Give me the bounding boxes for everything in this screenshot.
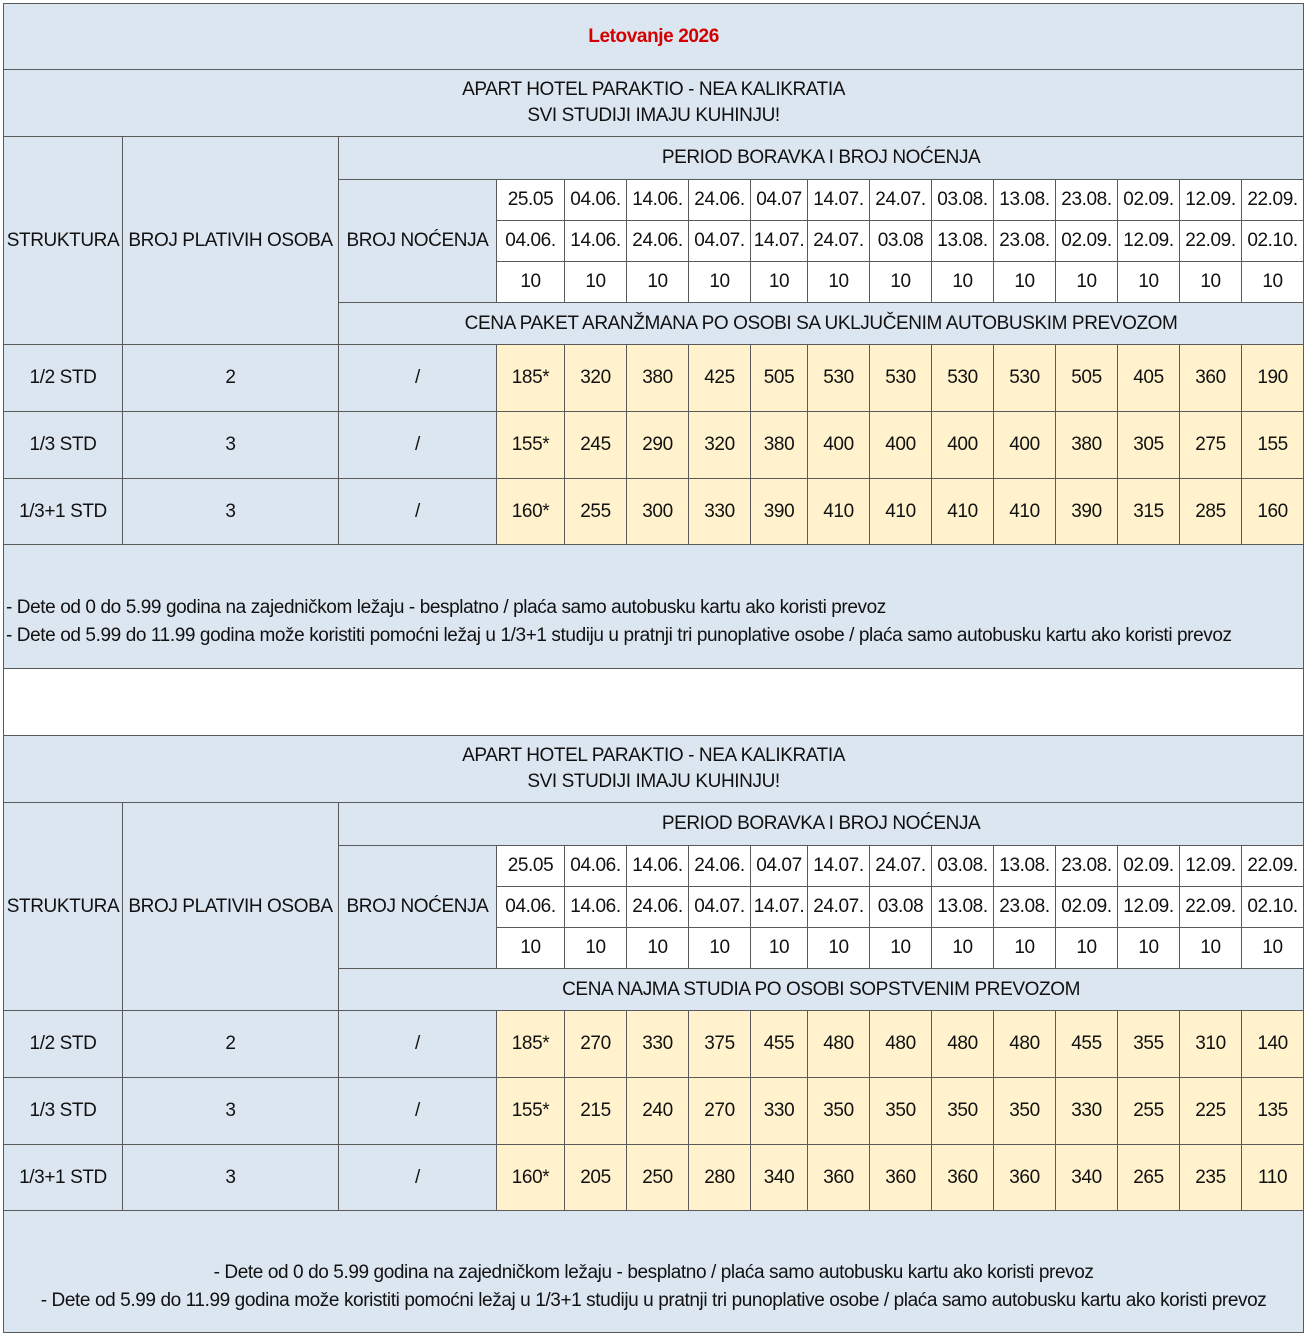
price-cell: 400 <box>932 412 994 479</box>
hotel-name: APART HOTEL PARAKTIO - NEA KALIKRATIA <box>462 79 846 100</box>
price-title-1: CENA PAKET ARANŽMANA PO OSOBI SA UKLJUČENIM AUTOBUSKIM PREVOZOM <box>339 303 1304 345</box>
period-to: 04.07. <box>689 887 751 928</box>
persons-cell: 2 <box>123 1011 339 1078</box>
price-cell: 315 <box>1118 479 1180 545</box>
price-cell: 530 <box>808 345 870 412</box>
price-cell: 250 <box>627 1145 689 1211</box>
nights-count: 10 <box>932 262 994 303</box>
nights-count: 10 <box>994 928 1056 969</box>
nights-cell: / <box>339 345 497 412</box>
price-cell: 375 <box>689 1011 751 1078</box>
period-to: 24.07. <box>808 887 870 928</box>
nights-count: 10 <box>627 262 689 303</box>
persons-cell: 2 <box>123 345 339 412</box>
price-cell: 255 <box>1118 1078 1180 1145</box>
period-from: 04.07 <box>751 180 808 221</box>
period-to: 23.08. <box>994 221 1056 262</box>
period-to: 23.08. <box>994 887 1056 928</box>
price-cell: 160 <box>1242 479 1304 545</box>
price-cell: 350 <box>808 1078 870 1145</box>
nights-count: 10 <box>565 262 627 303</box>
price-cell: 340 <box>1056 1145 1118 1211</box>
price-cell: 400 <box>808 412 870 479</box>
period-from: 04.06. <box>565 846 627 887</box>
period-to: 24.06. <box>627 221 689 262</box>
price-cell: 280 <box>689 1145 751 1211</box>
broj-osoba-header: BROJ PLATIVIH OSOBA <box>123 803 339 1011</box>
nights-count: 10 <box>870 262 932 303</box>
structure-cell: 1/3+1 STD <box>4 1145 123 1211</box>
table-row <box>4 345 1304 412</box>
price-cell: 350 <box>994 1078 1056 1145</box>
price-cell: 155* <box>497 412 565 479</box>
hotel-name: APART HOTEL PARAKTIO - NEA KALIKRATIA <box>462 745 846 766</box>
nights-count: 10 <box>994 262 1056 303</box>
period-from: 04.07 <box>751 846 808 887</box>
period-from: 25.05 <box>497 180 565 221</box>
period-to: 24.06. <box>627 887 689 928</box>
price-cell: 505 <box>751 345 808 412</box>
price-cell: 300 <box>627 479 689 545</box>
period-to: 12.09. <box>1118 887 1180 928</box>
period-to: 24.07. <box>808 221 870 262</box>
price-cell: 350 <box>870 1078 932 1145</box>
nights-count: 10 <box>1180 928 1242 969</box>
notes-2 <box>4 1211 1304 1333</box>
structure-cell: 1/3+1 STD <box>4 479 123 545</box>
price-title-2: CENA NAJMA STUDIA PO OSOBI SOPSTVENIM PREVOZOM <box>339 969 1304 1011</box>
period-from: 22.09. <box>1242 180 1304 221</box>
nights-cell: / <box>339 1078 497 1145</box>
period-to: 14.06. <box>565 221 627 262</box>
period-from: 02.09. <box>1118 180 1180 221</box>
price-cell: 360 <box>870 1145 932 1211</box>
nights-count: 10 <box>1242 262 1304 303</box>
period-from: 14.07. <box>808 846 870 887</box>
price-cell: 235 <box>1180 1145 1242 1211</box>
page-title-text: Letovanje 2026 <box>588 25 719 47</box>
period-from: 24.06. <box>689 846 751 887</box>
price-cell: 400 <box>994 412 1056 479</box>
price-cell: 155 <box>1242 412 1304 479</box>
nights-count: 10 <box>497 928 565 969</box>
period-from: 02.09. <box>1118 846 1180 887</box>
period-from: 22.09. <box>1242 846 1304 887</box>
period-to: 12.09. <box>1118 221 1180 262</box>
period-from: 14.06. <box>627 846 689 887</box>
price-cell: 480 <box>932 1011 994 1078</box>
nights-count: 10 <box>1180 262 1242 303</box>
period-to: 02.10. <box>1242 887 1304 928</box>
period-from: 23.08. <box>1056 846 1118 887</box>
price-cell: 330 <box>1056 1078 1118 1145</box>
price-cell: 380 <box>751 412 808 479</box>
price-cell: 360 <box>932 1145 994 1211</box>
price-table <box>3 3 1304 1333</box>
nights-count: 10 <box>1056 262 1118 303</box>
price-cell: 245 <box>565 412 627 479</box>
price-cell: 480 <box>808 1011 870 1078</box>
price-cell: 480 <box>870 1011 932 1078</box>
price-cell: 410 <box>870 479 932 545</box>
price-cell: 360 <box>808 1145 870 1211</box>
structure-cell: 1/2 STD <box>4 1011 123 1078</box>
price-cell: 505 <box>1056 345 1118 412</box>
period-from: 04.06. <box>565 180 627 221</box>
price-cell: 330 <box>689 479 751 545</box>
persons-cell: 3 <box>123 412 339 479</box>
table-row <box>4 1145 1304 1211</box>
period-from: 24.07. <box>870 846 932 887</box>
broj-nocenja-header: BROJ NOĆENJA <box>339 846 497 969</box>
nights-count: 10 <box>565 928 627 969</box>
period-from: 03.08. <box>932 180 994 221</box>
period-from: 12.09. <box>1180 180 1242 221</box>
persons-cell: 3 <box>123 1078 339 1145</box>
period-to: 13.08. <box>932 887 994 928</box>
nights-count: 10 <box>808 262 870 303</box>
price-cell: 290 <box>627 412 689 479</box>
structure-cell: 1/3 STD <box>4 412 123 479</box>
period-to: 03.08 <box>870 221 932 262</box>
period-from: 25.05 <box>497 846 565 887</box>
table-row <box>4 479 1304 545</box>
price-cell: 255 <box>565 479 627 545</box>
nights-cell: / <box>339 412 497 479</box>
price-cell: 480 <box>994 1011 1056 1078</box>
nights-count: 10 <box>1118 928 1180 969</box>
note-line: - Dete od 5.99 do 11.99 godina može koristiti pomoćni ležaj u 1/3+1 studiju u pratnji tri punoplative osobe / plaća samo autobusku kartu ako koristi prevoz <box>40 1289 1267 1311</box>
price-cell: 410 <box>994 479 1056 545</box>
hotel-header-1 <box>4 70 1304 137</box>
hotel-subtitle: SVI STUDIJI IMAJU KUHINJU! <box>527 105 780 126</box>
nights-count: 10 <box>751 928 808 969</box>
price-cell: 530 <box>932 345 994 412</box>
period-to: 02.09. <box>1056 221 1118 262</box>
period-to: 04.06. <box>497 887 565 928</box>
price-cell: 140 <box>1242 1011 1304 1078</box>
period-header: PERIOD BORAVKA I BROJ NOĆENJA <box>339 137 1304 180</box>
nights-count: 10 <box>932 928 994 969</box>
price-cell: 270 <box>689 1078 751 1145</box>
nights-count: 10 <box>751 262 808 303</box>
price-cell: 185* <box>497 345 565 412</box>
spacer <box>4 669 1304 736</box>
period-to: 04.07. <box>689 221 751 262</box>
period-from: 23.08. <box>1056 180 1118 221</box>
price-cell: 265 <box>1118 1145 1180 1211</box>
price-cell: 330 <box>627 1011 689 1078</box>
price-cell: 160* <box>497 479 565 545</box>
price-cell: 270 <box>565 1011 627 1078</box>
price-cell: 530 <box>994 345 1056 412</box>
period-to: 14.07. <box>751 887 808 928</box>
table-row <box>4 1011 1304 1078</box>
period-from: 14.06. <box>627 180 689 221</box>
price-cell: 455 <box>1056 1011 1118 1078</box>
price-cell: 185* <box>497 1011 565 1078</box>
price-cell: 410 <box>932 479 994 545</box>
persons-cell: 3 <box>123 1145 339 1211</box>
price-cell: 305 <box>1118 412 1180 479</box>
nights-cell: / <box>339 479 497 545</box>
price-cell: 455 <box>751 1011 808 1078</box>
price-cell: 275 <box>1180 412 1242 479</box>
period-to: 22.09. <box>1180 887 1242 928</box>
structure-cell: 1/2 STD <box>4 345 123 412</box>
broj-osoba-header: BROJ PLATIVIH OSOBA <box>123 137 339 345</box>
hotel-header-2 <box>4 736 1304 803</box>
period-from: 12.09. <box>1180 846 1242 887</box>
price-cell: 350 <box>932 1078 994 1145</box>
price-cell: 240 <box>627 1078 689 1145</box>
price-cell: 405 <box>1118 345 1180 412</box>
price-cell: 155* <box>497 1078 565 1145</box>
period-to: 13.08. <box>932 221 994 262</box>
period-from: 03.08. <box>932 846 994 887</box>
table-row <box>4 412 1304 479</box>
period-to: 14.06. <box>565 887 627 928</box>
price-cell: 320 <box>565 345 627 412</box>
period-to: 14.07. <box>751 221 808 262</box>
price-cell: 215 <box>565 1078 627 1145</box>
persons-cell: 3 <box>123 479 339 545</box>
page-title <box>4 4 1304 70</box>
period-to: 02.09. <box>1056 887 1118 928</box>
period-to: 03.08 <box>870 887 932 928</box>
period-from: 14.07. <box>808 180 870 221</box>
price-cell: 285 <box>1180 479 1242 545</box>
nights-count: 10 <box>870 928 932 969</box>
price-cell: 360 <box>1180 345 1242 412</box>
price-cell: 390 <box>1056 479 1118 545</box>
price-cell: 380 <box>627 345 689 412</box>
price-cell: 110 <box>1242 1145 1304 1211</box>
table-row <box>4 1078 1304 1145</box>
price-cell: 410 <box>808 479 870 545</box>
nights-count: 10 <box>808 928 870 969</box>
nights-count: 10 <box>1118 262 1180 303</box>
nights-cell: / <box>339 1011 497 1078</box>
price-cell: 310 <box>1180 1011 1242 1078</box>
nights-count: 10 <box>689 928 751 969</box>
period-to: 22.09. <box>1180 221 1242 262</box>
period-from: 24.06. <box>689 180 751 221</box>
price-cell: 330 <box>751 1078 808 1145</box>
nights-count: 10 <box>689 262 751 303</box>
price-cell: 355 <box>1118 1011 1180 1078</box>
structure-cell: 1/3 STD <box>4 1078 123 1145</box>
struktura-header: STRUKTURA <box>4 803 123 1011</box>
price-cell: 380 <box>1056 412 1118 479</box>
period-from: 13.08. <box>994 180 1056 221</box>
nights-cell: / <box>339 1145 497 1211</box>
price-cell: 225 <box>1180 1078 1242 1145</box>
hotel-subtitle: SVI STUDIJI IMAJU KUHINJU! <box>527 771 780 792</box>
price-cell: 320 <box>689 412 751 479</box>
nights-count: 10 <box>1242 928 1304 969</box>
price-cell: 190 <box>1242 345 1304 412</box>
note-line: - Dete od 0 do 5.99 godina na zajedničkom ležaju - besplatno / plaća samo autobusku kartu ako koristi prevoz <box>6 596 886 618</box>
notes-1 <box>4 545 1304 669</box>
note-line: - Dete od 5.99 do 11.99 godina može koristiti pomoćni ležaj u 1/3+1 studiju u pratnji tri punoplative osobe / plaća samo autobusku kartu ako koristi prevoz <box>6 624 1232 646</box>
price-cell: 425 <box>689 345 751 412</box>
period-header: PERIOD BORAVKA I BROJ NOĆENJA <box>339 803 1304 846</box>
nights-count: 10 <box>497 262 565 303</box>
price-cell: 135 <box>1242 1078 1304 1145</box>
period-to: 04.06. <box>497 221 565 262</box>
price-cell: 205 <box>565 1145 627 1211</box>
price-cell: 160* <box>497 1145 565 1211</box>
period-from: 24.07. <box>870 180 932 221</box>
price-cell: 390 <box>751 479 808 545</box>
price-list <box>3 3 1303 1333</box>
broj-nocenja-header: BROJ NOĆENJA <box>339 180 497 303</box>
price-cell: 530 <box>870 345 932 412</box>
nights-count: 10 <box>627 928 689 969</box>
period-to: 02.10. <box>1242 221 1304 262</box>
nights-count: 10 <box>1056 928 1118 969</box>
struktura-header: STRUKTURA <box>4 137 123 345</box>
price-cell: 400 <box>870 412 932 479</box>
price-cell: 340 <box>751 1145 808 1211</box>
price-cell: 360 <box>994 1145 1056 1211</box>
note-line: - Dete od 0 do 5.99 godina na zajedničkom ležaju - besplatno / plaća samo autobusku kartu ako koristi prevoz <box>213 1261 1094 1283</box>
period-from: 13.08. <box>994 846 1056 887</box>
